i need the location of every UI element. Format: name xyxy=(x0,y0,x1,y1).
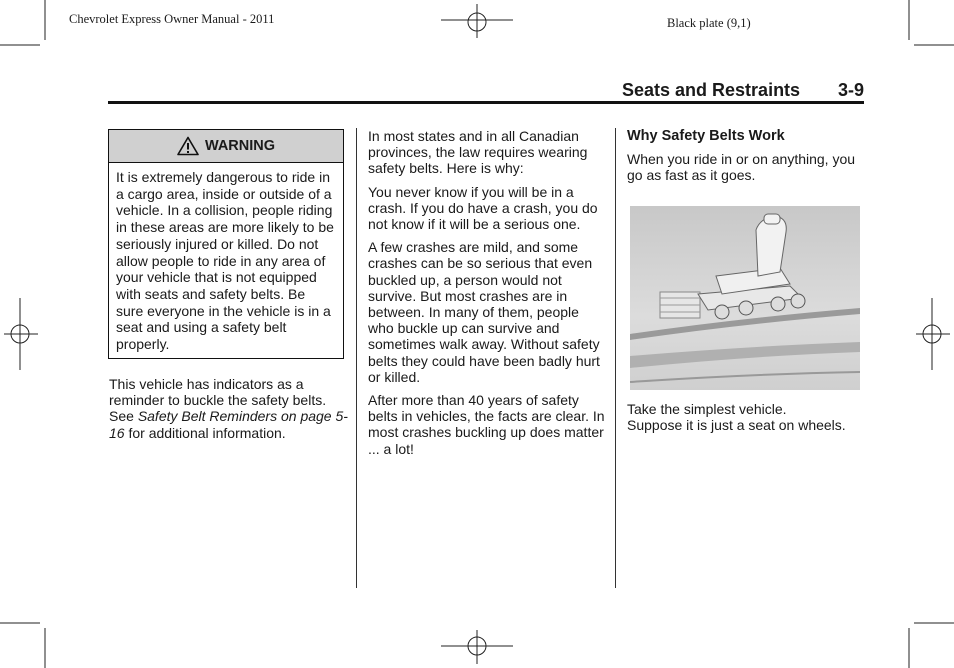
column-divider xyxy=(356,128,357,588)
warning-text: It is extremely dangerous to ride in a cargo area, inside or outside of a vehicle. In a collision, people riding in these areas are more likely to be seriously injured or killed. Do not allow people to ride in any area of your vehicle that is not equipped with seats and safety belts. Be sure everyone in the vehicle is in a seat and using a safety belt properly. xyxy=(116,169,334,353)
warning-label: WARNING xyxy=(204,138,276,154)
warning-box xyxy=(108,129,344,359)
indicator-tail: for additional information. xyxy=(128,424,286,441)
indicator-text: This vehicle has indicators as a reminder to buckle the safety belts. See xyxy=(109,376,327,425)
caption-line: Take the simplest vehicle. xyxy=(627,401,787,417)
indicator-paragraph xyxy=(109,376,349,441)
paragraph: You never know if you will be in a crash. If you do have a crash, you do not know if it will be a serious one. xyxy=(368,183,598,233)
manual-title: Chevrolet Express Owner Manual - 2011 xyxy=(69,12,275,26)
column-2 xyxy=(368,128,606,464)
section-heading: Why Safety Belts Work xyxy=(627,128,785,144)
caption xyxy=(627,401,867,433)
warning-icon xyxy=(177,136,199,156)
section-title: Seats and Restraints xyxy=(622,80,801,100)
column-divider xyxy=(615,128,616,588)
warning-header xyxy=(109,130,343,163)
column-3 xyxy=(627,128,859,190)
intro-paragraph: When you ride in or on anything, you go as fast as it goes. xyxy=(627,151,856,184)
page-number: 3-9 xyxy=(838,80,865,100)
caption-line: Suppose it is just a seat on wheels. xyxy=(627,417,846,434)
reference-link[interactable]: Safety Belt Reminders on page 5-16 xyxy=(109,408,348,441)
seat-on-wheels-illustration xyxy=(630,206,860,390)
paragraph: A few crashes are mild, and some crashes can be so serious that even buckled up, a person would not survive. But most crashes are in between. In many of them, people who buckle up can survive and sometimes walk away. Without safety belts they could have been badly hurt or killed. xyxy=(368,239,600,385)
plate-label: Black plate (9,1) xyxy=(667,16,751,30)
paragraph: In most states and in all Canadian provinces, the law requires wearing safety belts. Here is why: xyxy=(368,128,588,177)
header-rule xyxy=(108,101,864,104)
paragraph: After more than 40 years of safety belts in vehicles, the facts are clear. In most crashes buckling up does matter ... a lot! xyxy=(368,392,605,457)
